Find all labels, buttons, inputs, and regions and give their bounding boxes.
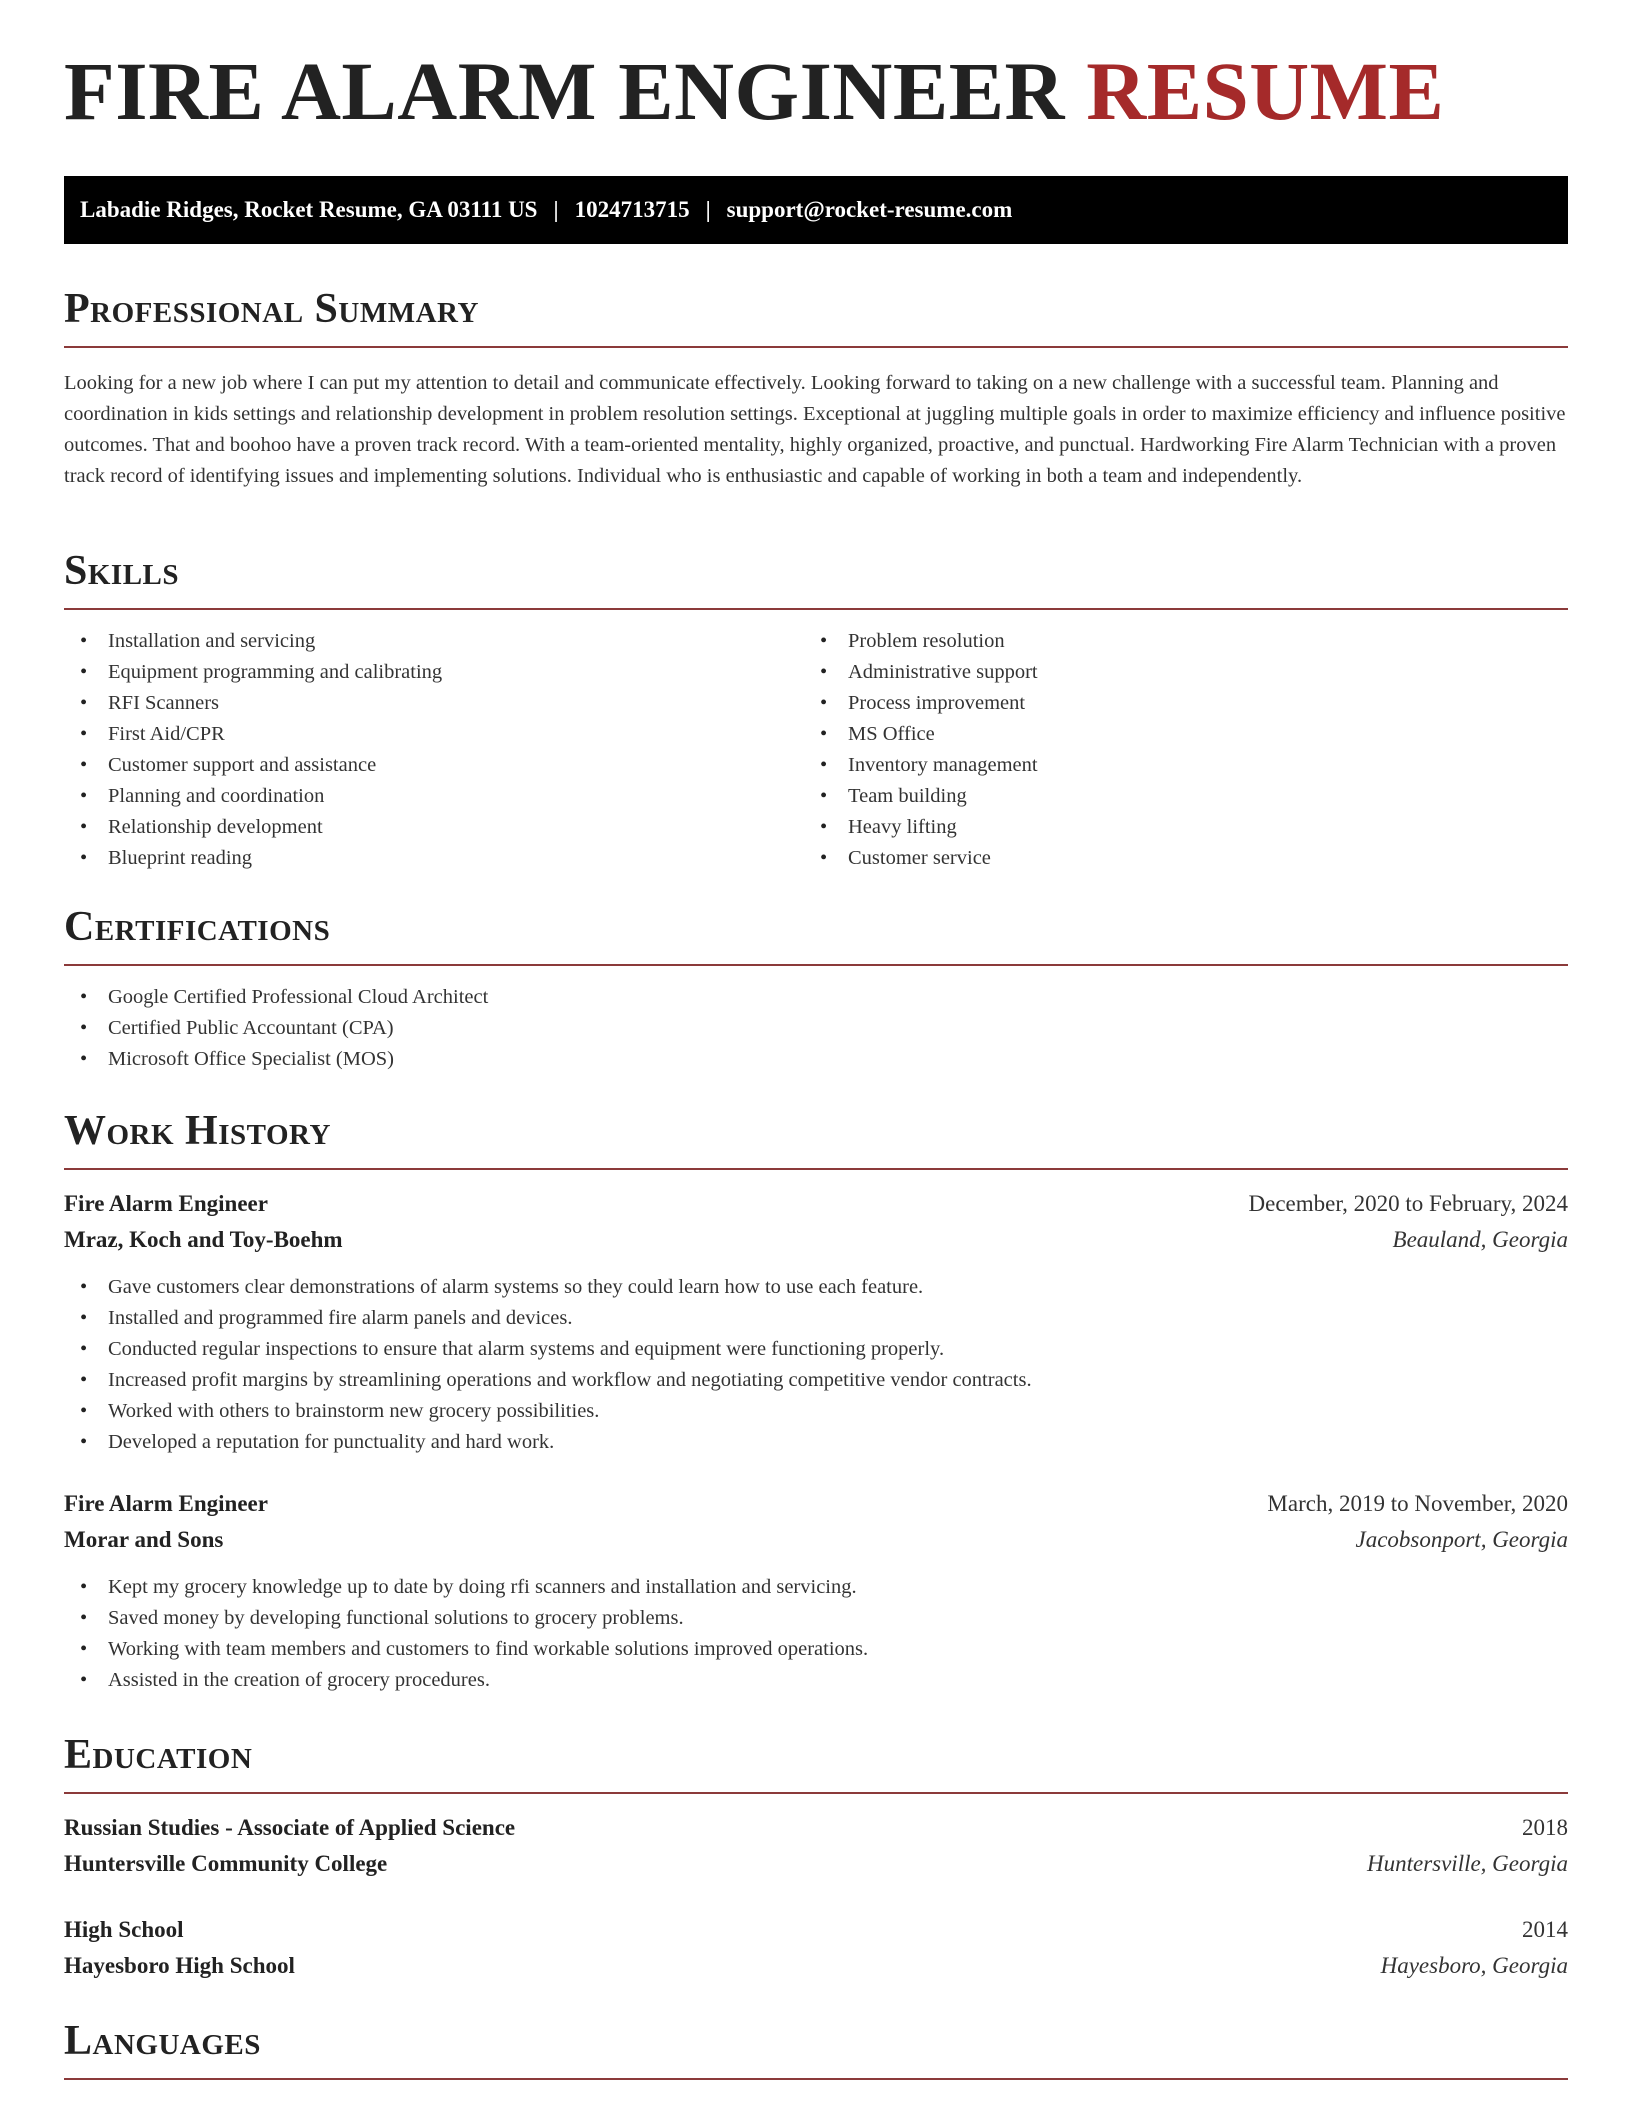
skill-item: • RFI Scanners [64, 688, 804, 719]
job-location: Beauland, Georgia [1392, 1227, 1568, 1252]
skill-item: • Inventory management [804, 750, 1544, 781]
contact-separator: | [705, 197, 711, 222]
education-degree: High School [64, 1917, 184, 1942]
contact-separator: | [553, 197, 559, 222]
job-dates: March, 2019 to November, 2020 [1267, 1491, 1568, 1516]
job-location: Jacobsonport, Georgia [1355, 1527, 1568, 1552]
job-duty: • Worked with others to brainstorm new grocery possibilities. [64, 1396, 1568, 1427]
education-header [64, 1810, 1568, 1846]
certifications-list [64, 982, 1568, 1075]
certification-item: • Microsoft Office Specialist (MOS) [64, 1044, 1568, 1075]
job-entry [64, 1486, 1568, 1696]
education-degree: Russian Studies - Associate of Applied Science [64, 1815, 516, 1840]
education-location: Huntersville, Georgia [1366, 1851, 1568, 1876]
job-duty: • Conducted regular inspections to ensure that alarm systems and equipment were functioning properly. [64, 1334, 1568, 1365]
job-duty: • Working with team members and customers to find workable solutions improved operations. [64, 1634, 1568, 1665]
job-duty: • Assisted in the creation of grocery procedures. [64, 1665, 1568, 1696]
job-company: Morar and Sons [64, 1527, 224, 1552]
job-subheader [64, 1522, 1568, 1558]
education-school: Hayesboro High School [64, 1953, 295, 1978]
education-entry [64, 1810, 1568, 1882]
skill-item: • First Aid/CPR [64, 719, 804, 750]
contact-phone: 1024713715 [574, 197, 690, 222]
skill-item: • Customer support and assistance [64, 750, 804, 781]
job-title: Fire Alarm Engineer [64, 1491, 268, 1516]
contact-address: Labadie Ridges, Rocket Resume, GA 03111 US [80, 197, 538, 222]
certifications-heading: Certifications [64, 906, 1568, 966]
skill-item: • Blueprint reading [64, 843, 804, 874]
skill-item: • Installation and servicing [64, 626, 804, 657]
education-header [64, 1912, 1568, 1948]
job-duties [64, 1272, 1568, 1458]
skill-item: • Team building [804, 781, 1544, 812]
skill-item: • Planning and coordination [64, 781, 804, 812]
skills-list-left [64, 626, 804, 874]
summary-section [64, 288, 1568, 492]
education-section [64, 1734, 1568, 1984]
contact-email: support@rocket-resume.com [726, 197, 1013, 222]
job-subheader [64, 1222, 1568, 1258]
skill-item: • MS Office [804, 719, 1544, 750]
certifications-section [64, 906, 1568, 1075]
job-company: Mraz, Koch and Toy-Boehm [64, 1227, 343, 1252]
skills-section [64, 550, 1568, 874]
education-location: Hayesboro, Georgia [1380, 1953, 1568, 1978]
skill-item: • Process improvement [804, 688, 1544, 719]
education-year: 2018 [1522, 1815, 1568, 1840]
certification-item: • Google Certified Professional Cloud Architect [64, 982, 1568, 1013]
skill-item: • Administrative support [804, 657, 1544, 688]
job-title: Fire Alarm Engineer [64, 1191, 268, 1216]
job-duty: • Increased profit margins by streamlining operations and workflow and negotiating competitive vendor contracts. [64, 1365, 1568, 1396]
education-heading: Education [64, 1734, 1568, 1794]
job-duty: • Installed and programmed fire alarm panels and devices. [64, 1303, 1568, 1334]
skill-item: • Customer service [804, 843, 1544, 874]
skills-heading: Skills [64, 550, 1568, 610]
job-duty: • Gave customers clear demonstrations of alarm systems so they could learn how to use each feature. [64, 1272, 1568, 1303]
skill-item: • Equipment programming and calibrating [64, 657, 804, 688]
summary-text: Looking for a new job where I can put my attention to detail and communicate effectively. Looking forward to taking on a new challenge with a successful team. Planning and coordination in kids settings and relationship development in problem resolution settings. Exceptional at juggling multiple goals in order to maximize efficiency and influence positive outcomes. That and boohoo have a proven track record. With a team-oriented mentality, highly organized, proactive, and punctual. Hardworking Fire Alarm Technician with a proven track record of identifying issues and implementing solutions. Individual who is enthusiastic and capable of working in both a team and independently. [64, 372, 1566, 487]
summary-heading: Professional Summary [64, 288, 1568, 348]
job-duty: • Saved money by developing functional solutions to grocery problems. [64, 1603, 1568, 1634]
education-subheader [64, 1846, 1568, 1882]
education-year: 2014 [1522, 1917, 1568, 1942]
resume-title [64, 45, 1445, 137]
skills-columns [64, 626, 1568, 874]
skill-item: • Problem resolution [804, 626, 1544, 657]
job-duty: • Developed a reputation for punctuality and hard work. [64, 1427, 1568, 1458]
education-school: Huntersville Community College [64, 1851, 388, 1876]
title-main: FIRE ALARM ENGINEER [64, 45, 1066, 137]
work-history-section [64, 1110, 1568, 1696]
certification-item: • Certified Public Accountant (CPA) [64, 1013, 1568, 1044]
job-entry [64, 1186, 1568, 1458]
title-accent: RESUME [1086, 45, 1445, 137]
contact-bar [64, 176, 1568, 244]
job-header [64, 1486, 1568, 1522]
job-duties [64, 1572, 1568, 1696]
languages-section [64, 2020, 1568, 2080]
job-dates: December, 2020 to February, 2024 [1248, 1191, 1568, 1216]
work-history-heading: Work History [64, 1110, 1568, 1170]
languages-heading: Languages [64, 2020, 1568, 2080]
skill-item: • Heavy lifting [804, 812, 1544, 843]
skills-list-right [804, 626, 1544, 874]
job-duty: • Kept my grocery knowledge up to date by doing rfi scanners and installation and servicing. [64, 1572, 1568, 1603]
skill-item: • Relationship development [64, 812, 804, 843]
job-header [64, 1186, 1568, 1222]
education-entry [64, 1912, 1568, 1984]
education-subheader [64, 1948, 1568, 1984]
